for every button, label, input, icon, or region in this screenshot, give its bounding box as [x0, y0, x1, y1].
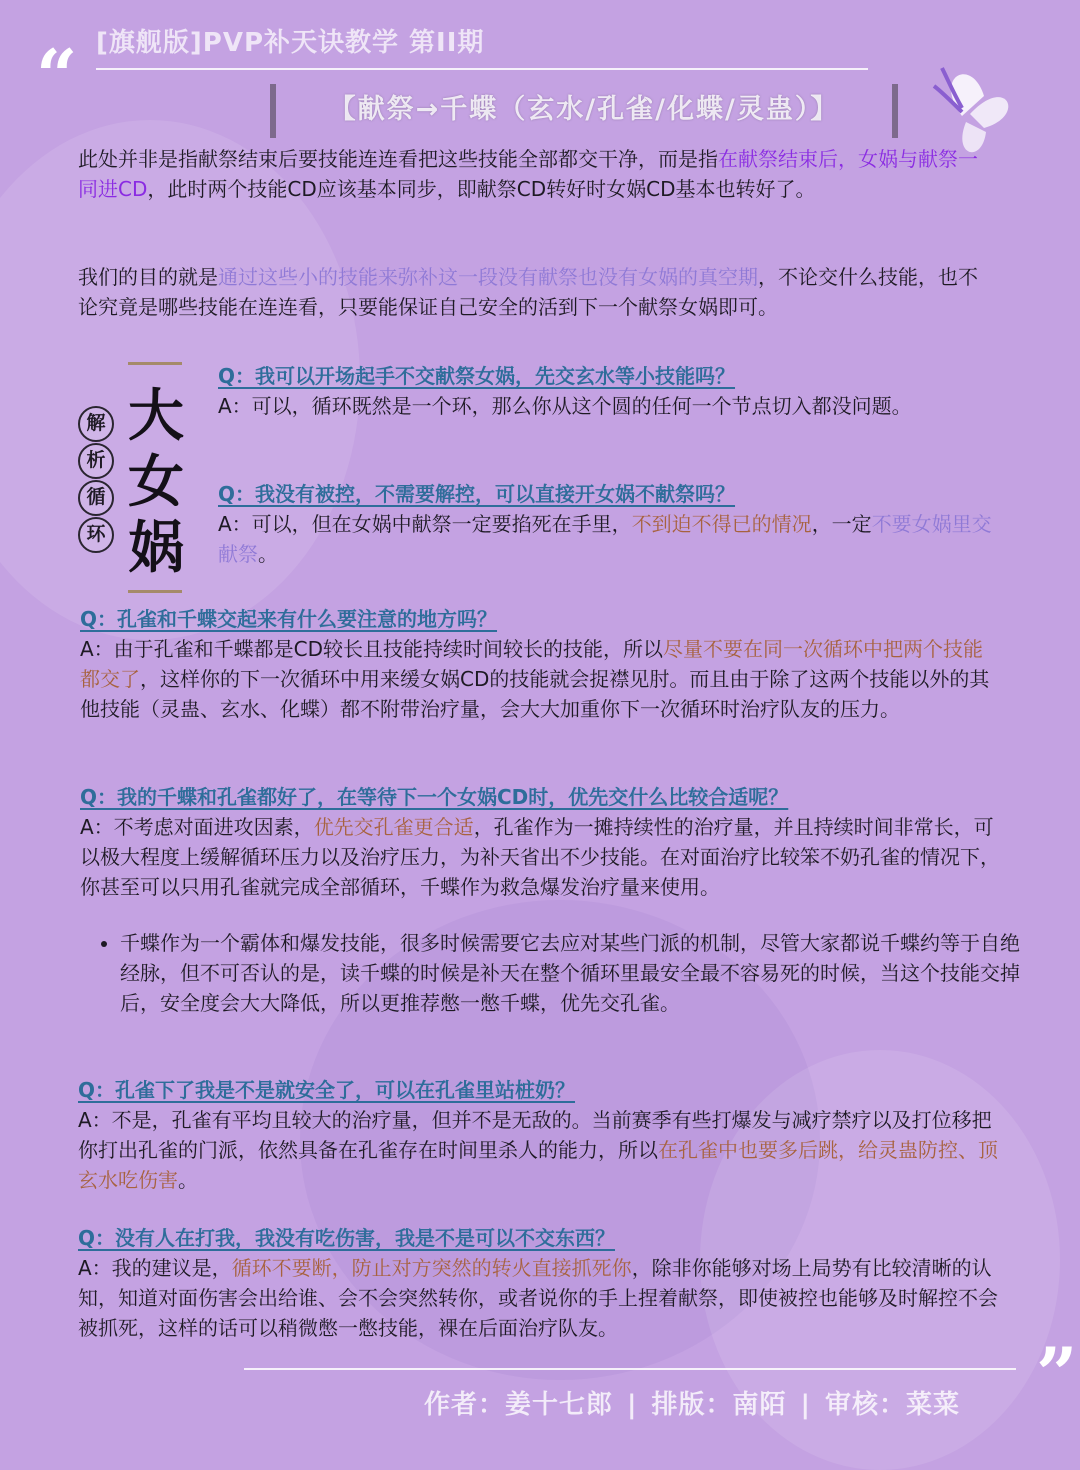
question-5: Q：孔雀下了我是不是就安全了，可以在孔雀里站桩奶？ — [78, 1078, 576, 1102]
answer-2: A：可以，但在女娲中献祭一定要掐死在手里，不到迫不得已的情况，一定不要女娲里交献祭。 — [218, 512, 992, 566]
quote-open-icon: “ — [36, 33, 78, 118]
highlight-text: 在孔雀中也要多后跳，给灵蛊防控、顶玄水吃伤害 — [78, 1138, 998, 1192]
highlight-text: 优先交孔雀更合适 — [313, 815, 474, 839]
badge-decoration-line — [128, 590, 182, 593]
highlight-text: 尽量不要在同一次循环中把两个技能都交了 — [80, 637, 984, 691]
bullet-list — [96, 928, 1020, 1018]
list-item: • 千蝶作为一个霸体和爆发技能，很多时候需要它去应对某些门派的机制，尽管大家都说千蝶约等于自绝经脉，但不可否认的是，读千蝶的时候是补天在整个循环里最安全最不容易死的时候，当这个技能交掉后，安全度会大大降低，所以更推荐憋一憋千蝶，优先交孔雀。 — [120, 928, 1020, 1018]
question-1: Q：我可以开场起手不交献祭女娲，先交玄水等小技能吗？ — [218, 364, 736, 388]
badge-circle-char: 环 — [78, 517, 114, 553]
intro-paragraph-1: 此处并非是指献祭结束后要技能连连看把这些技能全部都交干净，而是指在献祭结束后，女娲与献祭一同进CD，此时两个技能CD应该基本同步，即献祭CD转好时女娲CD基本也转好了。 — [78, 147, 978, 201]
badge-circle-char: 解 — [78, 406, 114, 442]
answer-5: A：不是，孔雀有平均且较大的治疗量，但并不是无敌的。当前赛季有些打爆发与减疗禁疗以及打位移把你打出孔雀的门派，依然具备在孔雀存在时间里杀人的能力，所以在孔雀中也要多后跳，给灵蛊防控、顶玄水吃伤害。 — [78, 1108, 998, 1192]
top-divider — [96, 68, 868, 70]
credit-review: 审核：菜菜 — [825, 1390, 961, 1420]
credit-separator: | — [800, 1390, 812, 1420]
question-2: Q：我没有被控，不需要解控，可以直接开女娲不献祭吗？ — [218, 482, 736, 506]
question-6: Q：没有人在打我，我没有吃伤害，我是不是可以不交东西？ — [78, 1226, 616, 1250]
question-4: Q：我的千蝶和孔雀都好了，在等待下一个女娲CD时，优先交什么比较合适呢？ — [80, 785, 789, 809]
page-title: [旗舰版]PVP补天诀教学 第II期 — [96, 28, 485, 58]
answer-1: A：可以，循环既然是一个环，那么你从这个圆的任何一个节点切入都没问题。 — [218, 394, 912, 418]
highlight-text: 不要女娲里交献祭 — [218, 512, 992, 566]
badge-circle-char: 析 — [78, 443, 114, 479]
section-title: 【献祭→千蝶（玄水/孔雀/化蝶/灵蛊）】 — [270, 84, 898, 138]
badge-decoration-line — [128, 362, 182, 365]
highlight-text: 通过这些小的技能来弥补这一段没有献祭也没有女娲的真空期 — [218, 265, 758, 289]
highlight-text: 循环不要断，防止对方突然的转火直接抓死你 — [231, 1256, 632, 1280]
highlight-text: 在献祭结束后，女娲与献祭一同进CD — [78, 147, 978, 201]
answer-3: A：由于孔雀和千蝶都是CD较长且技能持续时间较长的技能，所以尽量不要在同一次循环中把两个技能都交了，这样你的下一次循环中用来缓女娲CD的技能就会捉襟见肘。而且由于除了这两个技能以外的其他技能（灵蛊、玄水、化蝶）都不附带治疗量，会大大加重你下一次循环时治疗队友的压力。 — [80, 637, 990, 721]
answer-6: A：我的建议是，循环不要断，防止对方突然的转火直接抓死你，除非你能够对场上局势有比较清晰的认知，知道对面伤害会出给谁、会不会突然转你，或者说你的手上捏着献祭，即使被控也能够及时解控不会被抓死，这样的话可以稍微憋一憋技能，裸在后面治疗队友。 — [78, 1256, 998, 1340]
bottom-divider — [244, 1368, 1016, 1370]
intro-paragraph-2: 我们的目的就是通过这些小的技能来弥补这一段没有献祭也没有女娲的真空期，不论交什么技能，也不论究竟是哪些技能在连连看，只要能保证自己安全的活到下一个献祭女娲即可。 — [78, 265, 978, 319]
credits — [424, 1384, 1024, 1421]
question-3: Q：孔雀和千蝶交起来有什么要注意的地方吗？ — [80, 607, 498, 631]
badge-circle-char: 循 — [78, 480, 114, 516]
badge-big-char: 大 — [128, 383, 184, 449]
answer-4: A：不考虑对面进攻因素，优先交孔雀更合适，孔雀作为一摊持续性的治疗量，并且持续时间非常长，可以极大程度上缓解循环压力以及治疗压力，为补天省出不少技能。在对面治疗比较笨不奶孔雀的情况下，你甚至可以只用孔雀就完成全部循环，千蝶作为救急爆发治疗量来使用。 — [80, 815, 1000, 899]
credit-layout: 排版：南陌 — [651, 1390, 787, 1420]
credit-author: 作者：姜十七郎 — [424, 1390, 614, 1420]
highlight-text: 不到迫不得已的情况 — [631, 512, 812, 536]
credit-separator: | — [627, 1390, 638, 1420]
badge-big-char: 女 — [128, 449, 184, 515]
quote-close-icon: ” — [1036, 1331, 1078, 1416]
badge-big-char: 娲 — [128, 515, 184, 581]
